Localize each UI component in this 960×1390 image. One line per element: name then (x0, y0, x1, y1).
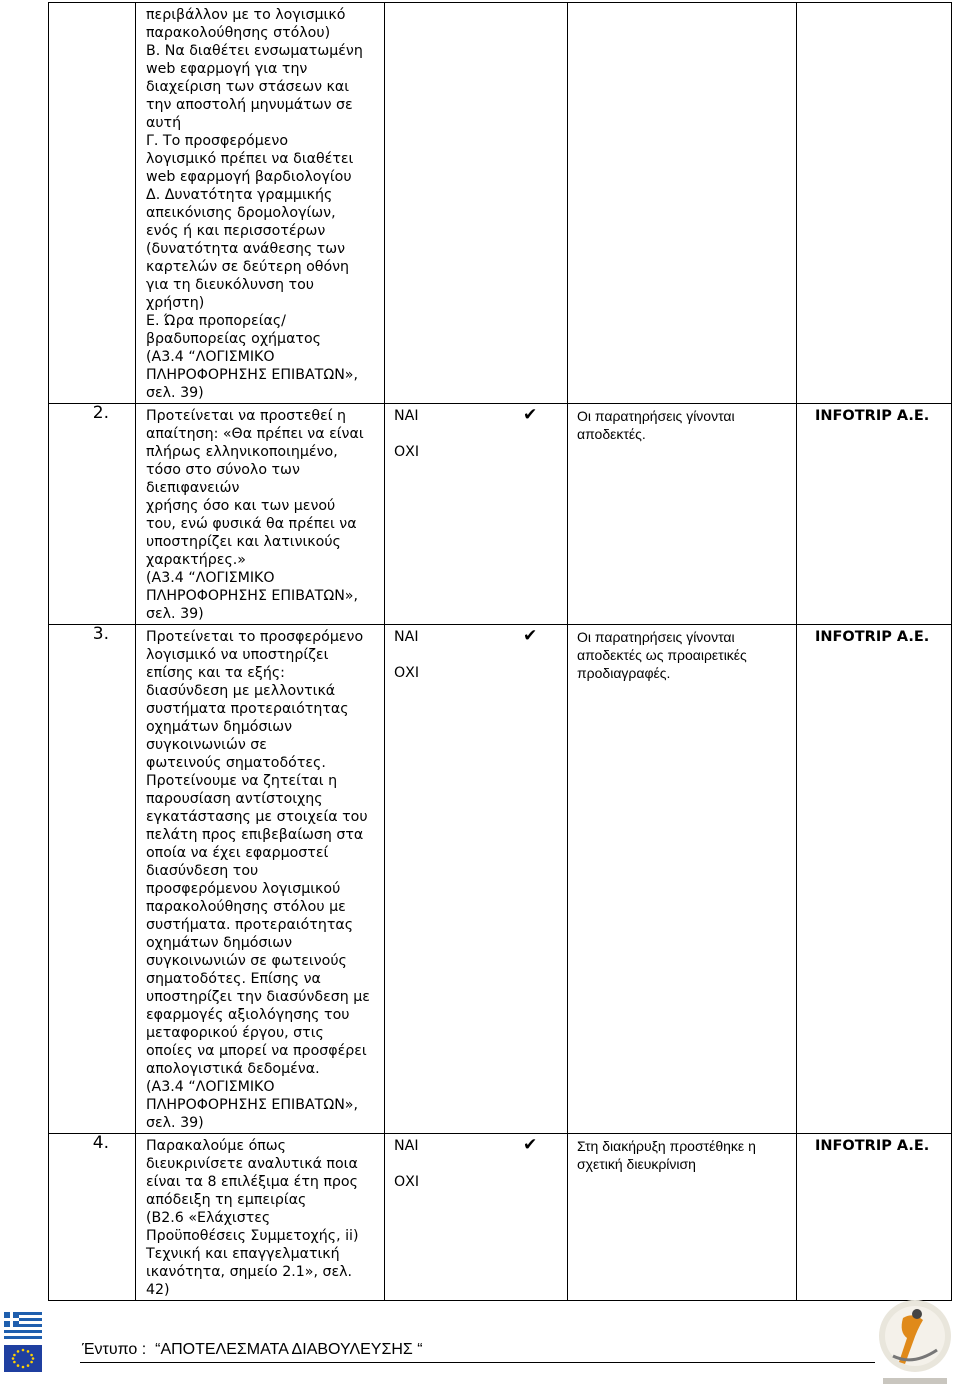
comment-text-line: προσφερόμενου λογισμικού (146, 881, 341, 897)
acceptance-cell (385, 404, 568, 625)
item-number (49, 3, 136, 404)
comment-text-line: μεταφορικού έργου, στις (146, 1025, 324, 1041)
comment-text-line: Β. Να διαθέτει ενσωματωμένη (146, 43, 363, 59)
response-line: Οι παρατηρήσεις γίνονται (577, 408, 735, 424)
comment-text-cell (136, 404, 385, 625)
response-line: αποδεκτές ως προαιρετικές (577, 647, 747, 663)
comment-text-line: 42) (146, 1282, 170, 1298)
comment-text-line: οποίες να μπορεί να προσφέρει (146, 1043, 367, 1059)
comment-text-line: Προϋποθέσεις Συμμετοχής, ii) (146, 1228, 359, 1244)
response-cell (568, 1134, 797, 1301)
response-cell (568, 3, 797, 404)
comment-text-line: σελ. 39) (146, 606, 204, 622)
comment-text-cell (136, 3, 385, 404)
answer-yes-label: ΝΑΙ (394, 408, 419, 424)
comment-text-line: (Α3.4 “ΛΟΓΙΣΜΙΚΟ (146, 570, 275, 586)
response-line: αποδεκτές. (577, 426, 646, 442)
organization-logo-icon (873, 1296, 957, 1388)
comment-text-line: Δ. Δυνατότητα γραμμικής (146, 187, 333, 203)
acceptance-cell (385, 625, 568, 1134)
comment-text-line: συγκοινωνιών σε (146, 737, 267, 753)
comment-text-line: επίσης και τα εξής: (146, 665, 285, 681)
comment-text-line: διασύνδεση του (146, 863, 259, 879)
comment-text-line: του, ενώ φυσικά θα πρέπει να (146, 516, 357, 532)
answer-yes-row (394, 407, 567, 443)
answer-no-label: ΟΧΙ (394, 1174, 420, 1190)
footer-divider (80, 1362, 875, 1363)
comment-text-line: συστήματα προτεραιότητας (146, 701, 349, 717)
item-number: 2. (49, 404, 136, 625)
comment-text-line: παρακολούθησης στόλου) (146, 25, 331, 41)
comment-text-line: απόδειξη τη εμπειρίας (146, 1192, 307, 1208)
comment-text-line: οχημάτων δημόσιων (146, 935, 293, 951)
comment-text-cell (136, 625, 385, 1134)
comment-text-line: ΠΛΗΡΟΦΟΡΗΣΗΣ ΕΠΙΒΑΤΩΝ», (146, 588, 358, 604)
comment-text-line: εφαρμογές αξιολόγησης του (146, 1007, 350, 1023)
submitter-cell: INFOTRIP A.E. (797, 1134, 952, 1301)
comment-text-line: ικανότητα, σημείο 2.1», σελ. (146, 1264, 353, 1280)
comment-text-line: χαρακτήρες.» (146, 552, 246, 568)
checkmark-icon: ✔ (523, 626, 538, 646)
comment-text-line: παρουσίαση αντίστοιχης (146, 791, 323, 807)
comment-text-line: αυτή (146, 115, 182, 131)
answer-yes-label: ΝΑΙ (394, 629, 419, 645)
comment-text-line: φωτεινούς σηματοδότες. (146, 755, 326, 771)
comment-text-line: Γ. Το προσφερόμενο (146, 133, 289, 149)
comment-text-line: υποστηρίζει την διασύνδεση με (146, 989, 370, 1005)
comment-text-line: συστήματα. προτεραιότητας (146, 917, 354, 933)
response-line: Στη διακήρυξη προστέθηκε η (577, 1138, 756, 1154)
comment-text-line: Προτείνεται το προσφερόμενο (146, 629, 364, 645)
item-number: 3. (49, 625, 136, 1134)
response-line: σχετική διευκρίνιση (577, 1156, 696, 1172)
comment-text-line: τόσο στο σύνολο των (146, 462, 300, 478)
comment-text-line: λογισμικό πρέπει να διαθέτει (146, 151, 354, 167)
comment-text-line: απολογιστικά δεδομένα. (146, 1061, 320, 1077)
answer-yes-row (394, 628, 567, 664)
comment-text-line: απαίτηση: «Θα πρέπει να είναι (146, 426, 364, 442)
comment-text-line: διασύνδεση με μελλοντικά (146, 683, 336, 699)
table-row (49, 3, 952, 404)
comment-text-line: παρακολούθησης στόλου με (146, 899, 346, 915)
answer-no-row (394, 1173, 567, 1209)
comment-text-line: ΠΛΗΡΟΦΟΡΗΣΗΣ ΕΠΙΒΑΤΩΝ», (146, 367, 358, 383)
answer-no-label: ΟΧΙ (394, 665, 420, 681)
answer-yes-row (394, 1137, 567, 1173)
comment-text-line: περιβάλλον με το λογισμικό (146, 7, 346, 23)
comment-text-line: για τη διευκόλυνση του (146, 277, 314, 293)
comment-text-line: Παρακαλούμε όπως (146, 1138, 287, 1154)
comment-text-line: ενός ή και περισσοτέρων (146, 223, 326, 239)
table-row (49, 625, 952, 1134)
comment-text-line: σελ. 39) (146, 1115, 204, 1131)
comment-text-line: Τεχνική και επαγγελματική (146, 1246, 340, 1262)
comment-text-line: πλήρως ελληνικοποιημένο, (146, 444, 338, 460)
comment-text-line: βραδυπορείας οχήματος (146, 331, 321, 347)
comment-text-line: εγκατάστασης με στοιχεία του (146, 809, 368, 825)
table-row (49, 1134, 952, 1301)
comment-text-line: καρτελών σε δεύτερη οθόνη (146, 259, 350, 275)
checkmark-icon: ✔ (523, 1135, 538, 1155)
comment-text-line: Προτείνεται να προστεθεί η (146, 408, 347, 424)
comment-text-line: (Β2.6 «Ελάχιστες (146, 1210, 271, 1226)
checkmark-icon: ✔ (523, 405, 538, 425)
comment-text-line: σηματοδότες. Επίσης να (146, 971, 321, 987)
submitter-cell: INFOTRIP A.E. (797, 625, 952, 1134)
acceptance-cell (385, 1134, 568, 1301)
comment-text-line: Προτείνουμε να ζητείται η (146, 773, 338, 789)
comment-text-line: την αποστολή μηνυμάτων σε (146, 97, 353, 113)
consultation-results-table (48, 2, 952, 1301)
answer-yes-label: ΝΑΙ (394, 1138, 419, 1154)
comment-text-line: (δυνατότητα ανάθεσης των (146, 241, 346, 257)
comment-text-line: συγκοινωνιών σε φωτεινούς (146, 953, 347, 969)
comment-text-line: web εφαρμογή βαρδιολογίου (146, 169, 352, 185)
table-row (49, 404, 952, 625)
footer-form-title: Έντυπο : “ΑΠΟΤΕΛΕΣΜΑΤΑ ΔΙΑΒΟΥΛΕΥΣΗΣ “ (82, 1341, 423, 1358)
greek-flag-icon (4, 1312, 42, 1339)
comment-text-line: (Α3.4 “ΛΟΓΙΣΜΙΚΟ (146, 1079, 275, 1095)
item-number: 4. (49, 1134, 136, 1301)
comment-text-line: χρήσης όσο και των μενού (146, 498, 336, 514)
footer-flags (4, 1312, 42, 1376)
comment-text-line: (Α3.4 “ΛΟΓΙΣΜΙΚΟ (146, 349, 275, 365)
comment-text-line: web εφαρμογή για την (146, 61, 308, 77)
eu-flag-icon (4, 1345, 42, 1372)
comment-text-line: οχημάτων δημόσιων (146, 719, 293, 735)
comment-text-line: υποστηρίζει και λατινικούς (146, 534, 341, 550)
acceptance-cell (385, 3, 568, 404)
comment-text-line: πελάτη προς επιβεβαίωση στα (146, 827, 364, 843)
comment-text-line: διεπιφανειών (146, 480, 240, 496)
comment-text-line: οποία να έχει εφαρμοστεί (146, 845, 329, 861)
response-line: Οι παρατηρήσεις γίνονται (577, 629, 735, 645)
answer-no-row (394, 443, 567, 479)
comment-text-line: σελ. 39) (146, 385, 204, 401)
comment-text-cell (136, 1134, 385, 1301)
submitter-cell (797, 3, 952, 404)
comment-text-line: λογισμικό να υποστηρίζει (146, 647, 329, 663)
submitter-cell: INFOTRIP A.E. (797, 404, 952, 625)
answer-no-label: ΟΧΙ (394, 444, 420, 460)
answer-no-row (394, 664, 567, 700)
comment-text-line: χρήστη) (146, 295, 205, 311)
response-line: προδιαγραφές. (577, 665, 671, 681)
comment-text-line: απεικόνισης δρομολογίων, (146, 205, 336, 221)
response-cell (568, 404, 797, 625)
comment-text-line: διαχείριση των στάσεων και (146, 79, 350, 95)
comment-text-line: Ε. Ώρα προπορείας/ (146, 313, 286, 329)
comment-text-line: είναι τα 8 επιλέξιμα έτη προς (146, 1174, 358, 1190)
response-cell (568, 625, 797, 1134)
comment-text-line: διευκρινίσετε αναλυτικά ποια (146, 1156, 358, 1172)
comment-text-line: ΠΛΗΡΟΦΟΡΗΣΗΣ ΕΠΙΒΑΤΩΝ», (146, 1097, 358, 1113)
